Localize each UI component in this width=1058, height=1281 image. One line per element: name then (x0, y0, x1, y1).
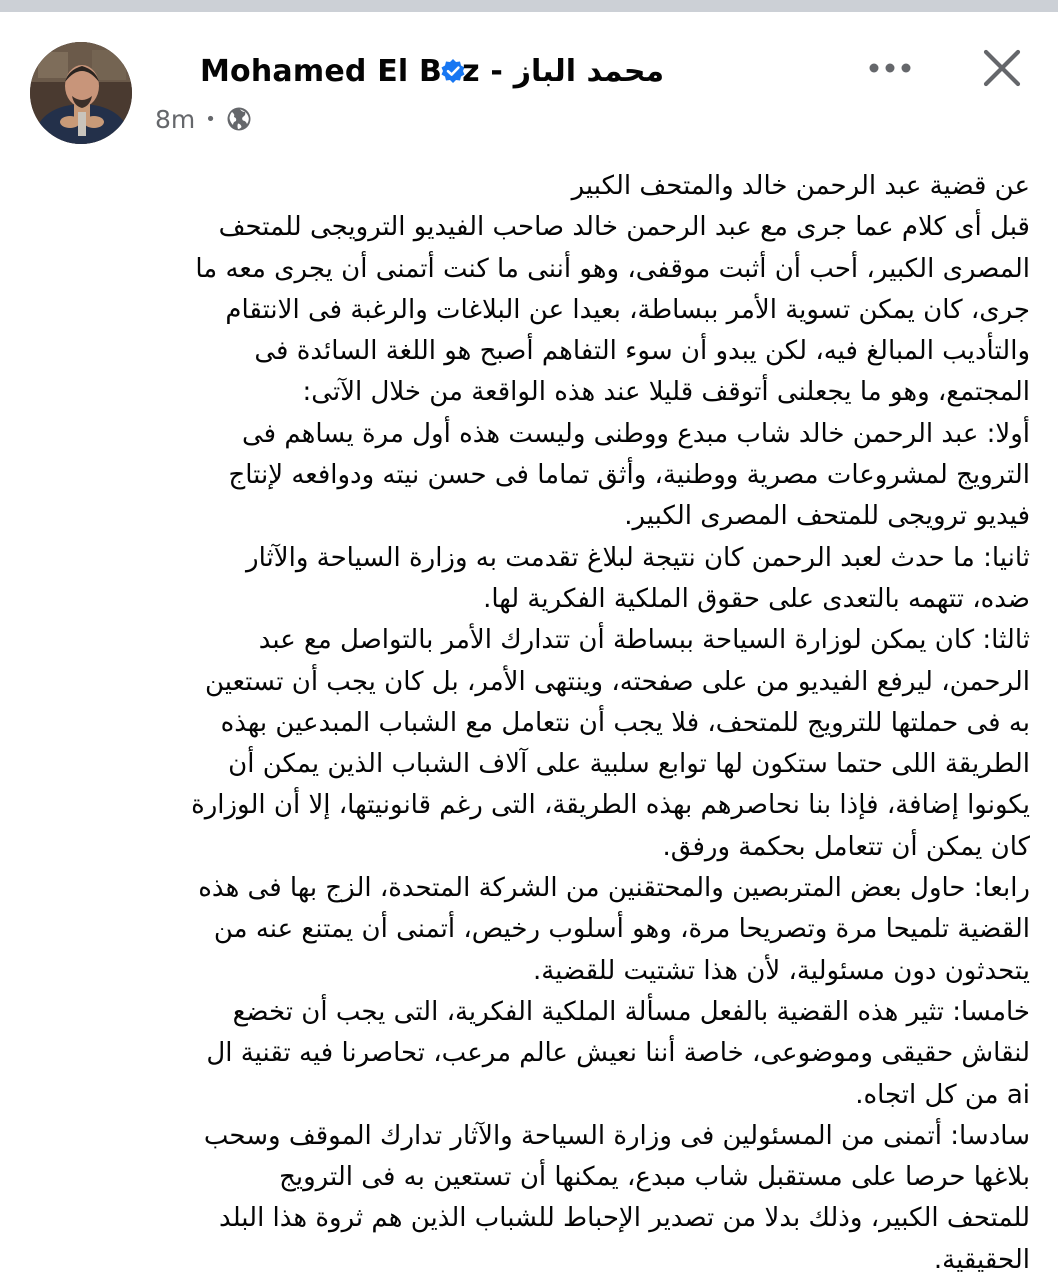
post-text-line: به فى حملتها للترويج للمتحف، فلا يجب أن نتعامل مع الشباب المبدعين بهذه (220, 707, 1030, 738)
post-text-line: كان يمكن أن تتعامل بحكمة ورفق. (662, 831, 1030, 862)
close-button[interactable] (976, 42, 1028, 94)
post-header (0, 12, 1058, 162)
post-text-line: قبل أى كلام عما جرى مع عبد الرحمن خالد صاحب الفيديو الترويجى للمتحف (218, 212, 1030, 243)
post-text-line: عن قضية عبد الرحمن خالد والمتحف الكبير (571, 171, 1030, 201)
post-text-line: لنقاش حقيقى وموضوعى، خاصة أننا نعيش عالم مرعب، تحاصرنا فيه تقنية ال (206, 1038, 1030, 1069)
post-text-line: الحقيقية. (933, 1244, 1030, 1275)
post-text-line: ثانيا: ما حدث لعبد الرحمن كان نتيجة لبلاغ تقدمت به وزارة السياحة والآثار (246, 542, 1030, 573)
author-name-part2: z - محمد الباز (462, 54, 665, 89)
post-text-line: والتأديب المبالغ فيه، لكن يبدو أن سوء التفاهم أصبح هو اللغة السائدة فى (254, 336, 1030, 367)
more-options-icon (868, 62, 912, 74)
post-text-line: المجتمع، وهو ما يجعلنى أتوقف قليلا عند هذه الواقعة من خلال الآتى: (302, 377, 1030, 408)
post-text-line: ضده، تتهمه بالتعدى على حقوق الملكية الفكرية لها. (483, 583, 1030, 614)
top-divider-strip (0, 0, 1058, 12)
post-text-line: جرى، كان يمكن تسوية الأمر ببساطة، بعيدا عن البلاغات والرغبة فى الانتقام (225, 294, 1030, 325)
post-text-line: فيديو ترويجى للمتحف المصرى الكبير. (624, 501, 1030, 532)
post-text-line: بلاغها حرصا على مستقبل شاب مبدع، يمكنها أن تستعين به فى الترويج (279, 1162, 1030, 1193)
author-name[interactable] (200, 54, 664, 89)
post-text-line: المصرى الكبير، أحب أن أثبت موقفى، وهو أننى ما كنت أتمنى أن يجرى معه ما (195, 253, 1030, 284)
post-text-line: القضية تلميحا مرة وتصريحا مرة، وهو أسلوب رخيص، أتمنى أن يمتنع عنه من (213, 914, 1030, 945)
avatar-photo (30, 42, 132, 144)
post-text-line: الرحمن، ليرفع الفيديو من على صفحته، وينتهى الأمر، بل كان يجب أن تستعين (205, 666, 1030, 697)
globe-icon[interactable] (226, 106, 252, 132)
avatar[interactable] (30, 42, 132, 144)
post-text (40, 166, 1030, 1281)
author-name-part1: Mohamed El B (200, 54, 443, 89)
post-text-line: يكونوا إضافة، فإذا بنا نحاصرهم بهذه الطريقة، التى رغم قانونيتها، إلا أن الوزارة (191, 790, 1030, 821)
post-meta (155, 104, 252, 134)
post-text-line: سادسا: أتمنى من المسئولين فى وزارة السياحة والآثار تدارك الموقف وسحب (203, 1120, 1030, 1151)
meta-separator-dot: • (205, 108, 216, 130)
post-text-line: رابعا: حاول بعض المتربصين والمحتقنين من الشركة المتحدة، الزج بها فى هذه (198, 873, 1030, 904)
post-text-line: أولا: عبد الرحمن خالد شاب مبدع ووطنى وليست هذه أول مرة يساهم فى (242, 418, 1030, 449)
post-text-line: ai من كل اتجاه. (855, 1079, 1030, 1110)
post-text-line: للمتحف الكبير، وذلك بدلا من تصدير الإحباط للشباب الذين هم ثروة هذا البلد (219, 1203, 1030, 1234)
close-icon (982, 48, 1022, 88)
post-text-line: يتحدثون دون مسئولية، لأن هذا تشتيت للقضية. (532, 955, 1030, 986)
timestamp[interactable]: 8m (155, 104, 196, 134)
post-text-line: خامسا: تثير هذه القضية بالفعل مسألة الملكية الفكرية، التى يجب أن تخضع (232, 996, 1030, 1027)
post-text-line: الطريقة اللى حتما ستكون لها توابع سلبية على آلاف الشباب الذين يمكن أن (228, 749, 1030, 780)
post-text-line: ثالثا: كان يمكن لوزارة السياحة ببساطة أن تتدارك الأمر بالتواصل مع عبد (258, 625, 1030, 656)
post-text-line: الترويج لمشروعات مصرية ووطنية، وأثق تماما فى حسن نيته ودوافعه لإنتاج (228, 460, 1030, 491)
more-options-button[interactable] (862, 48, 918, 88)
